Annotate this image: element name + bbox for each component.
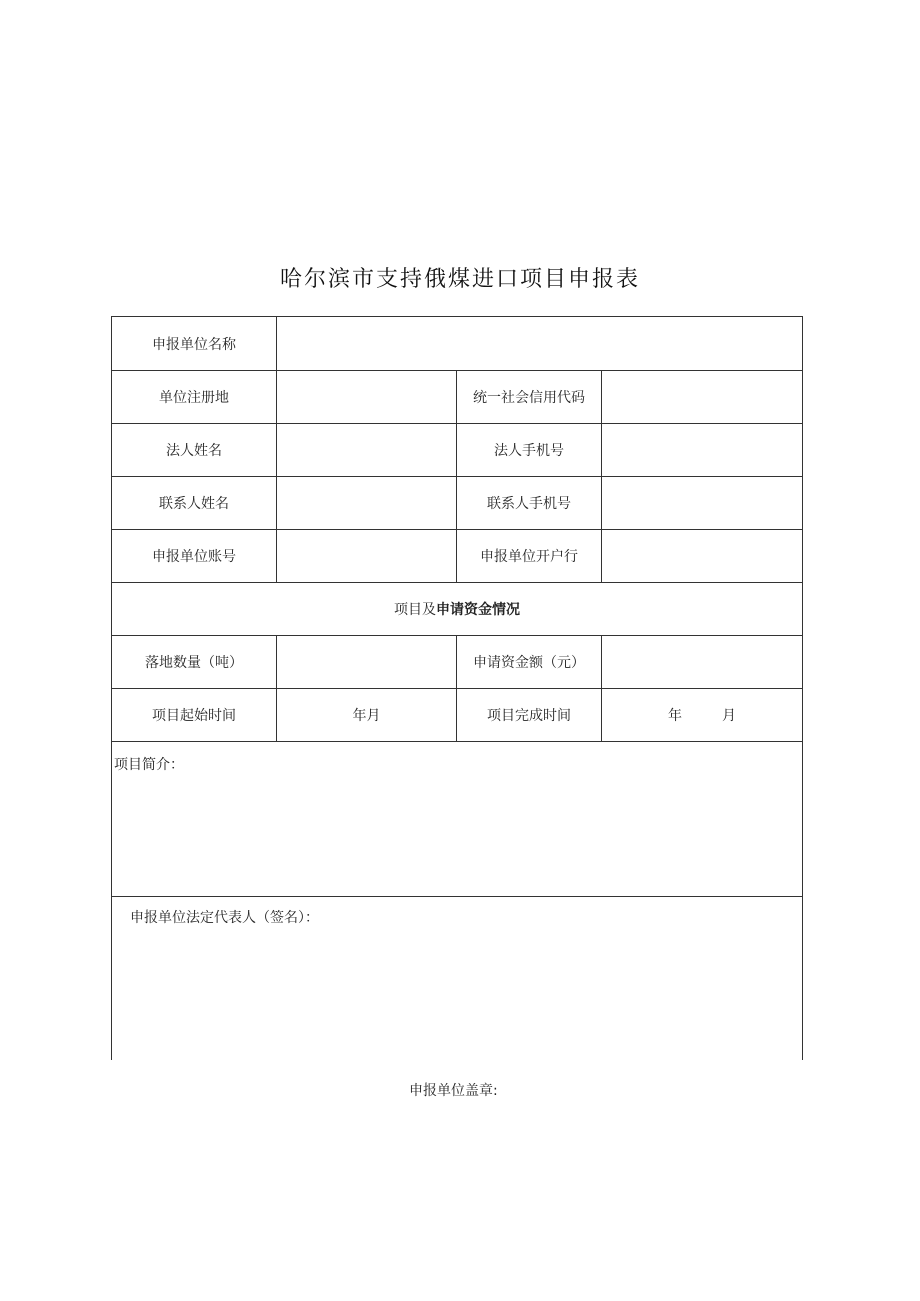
reg-place-field[interactable] [277,371,457,424]
table-row [112,530,803,583]
unit-name-field[interactable] [277,317,803,371]
bank-label: 申报单位开户行 [457,530,602,583]
legal-phone-label: 法人手机号 [457,424,602,477]
credit-code-field[interactable] [602,371,803,424]
reg-place-label: 单位注册地 [112,371,277,424]
table-row [112,477,803,530]
section-heading-bold: 申请资金情况 [436,602,520,618]
contact-phone-label: 联系人手机号 [457,477,602,530]
table-row [112,317,803,371]
table-row [112,583,803,636]
legal-phone-field[interactable] [602,424,803,477]
table-row [112,897,803,1061]
table-row [112,742,803,897]
legal-name-label: 法人姓名 [112,424,277,477]
contact-phone-field[interactable] [602,477,803,530]
end-month-label: 月 [722,708,736,724]
start-year-label: 年 [352,708,367,724]
table-row [112,371,803,424]
legal-rep-signature-field[interactable] [112,897,803,1061]
seal-label: 申报单位盖章: [409,1083,498,1099]
end-time-label: 项目完成时间 [457,689,602,742]
quantity-label: 落地数量（吨） [112,636,277,689]
start-time-field[interactable] [277,689,457,742]
end-time-field[interactable] [602,689,803,742]
table-row [112,689,803,742]
contact-name-label: 联系人姓名 [112,477,277,530]
end-year-label: 年 [668,708,682,724]
project-intro-label: 项目简介： [114,757,184,773]
contact-name-field[interactable] [277,477,457,530]
application-form [111,316,803,1060]
section-heading [112,583,803,636]
unit-name-label: 申报单位名称 [112,317,277,371]
amount-label: 申请资金额（元） [457,636,602,689]
legal-name-field[interactable] [277,424,457,477]
account-label: 申报单位账号 [112,530,277,583]
quantity-field[interactable] [277,636,457,689]
project-intro-field[interactable] [112,742,803,897]
table-row [112,636,803,689]
bank-field[interactable] [602,530,803,583]
start-month-label: 月 [366,708,381,724]
page-title: 哈尔滨市支持俄煤进口项目申报表 [279,267,640,292]
table-row [112,424,803,477]
section-heading-prefix: 项目及 [394,602,436,618]
credit-code-label: 统一社会信用代码 [457,371,602,424]
legal-rep-signature-label: 申报单位法定代表人（签名）： [130,910,319,926]
start-time-label: 项目起始时间 [112,689,277,742]
account-field[interactable] [277,530,457,583]
amount-field[interactable] [602,636,803,689]
